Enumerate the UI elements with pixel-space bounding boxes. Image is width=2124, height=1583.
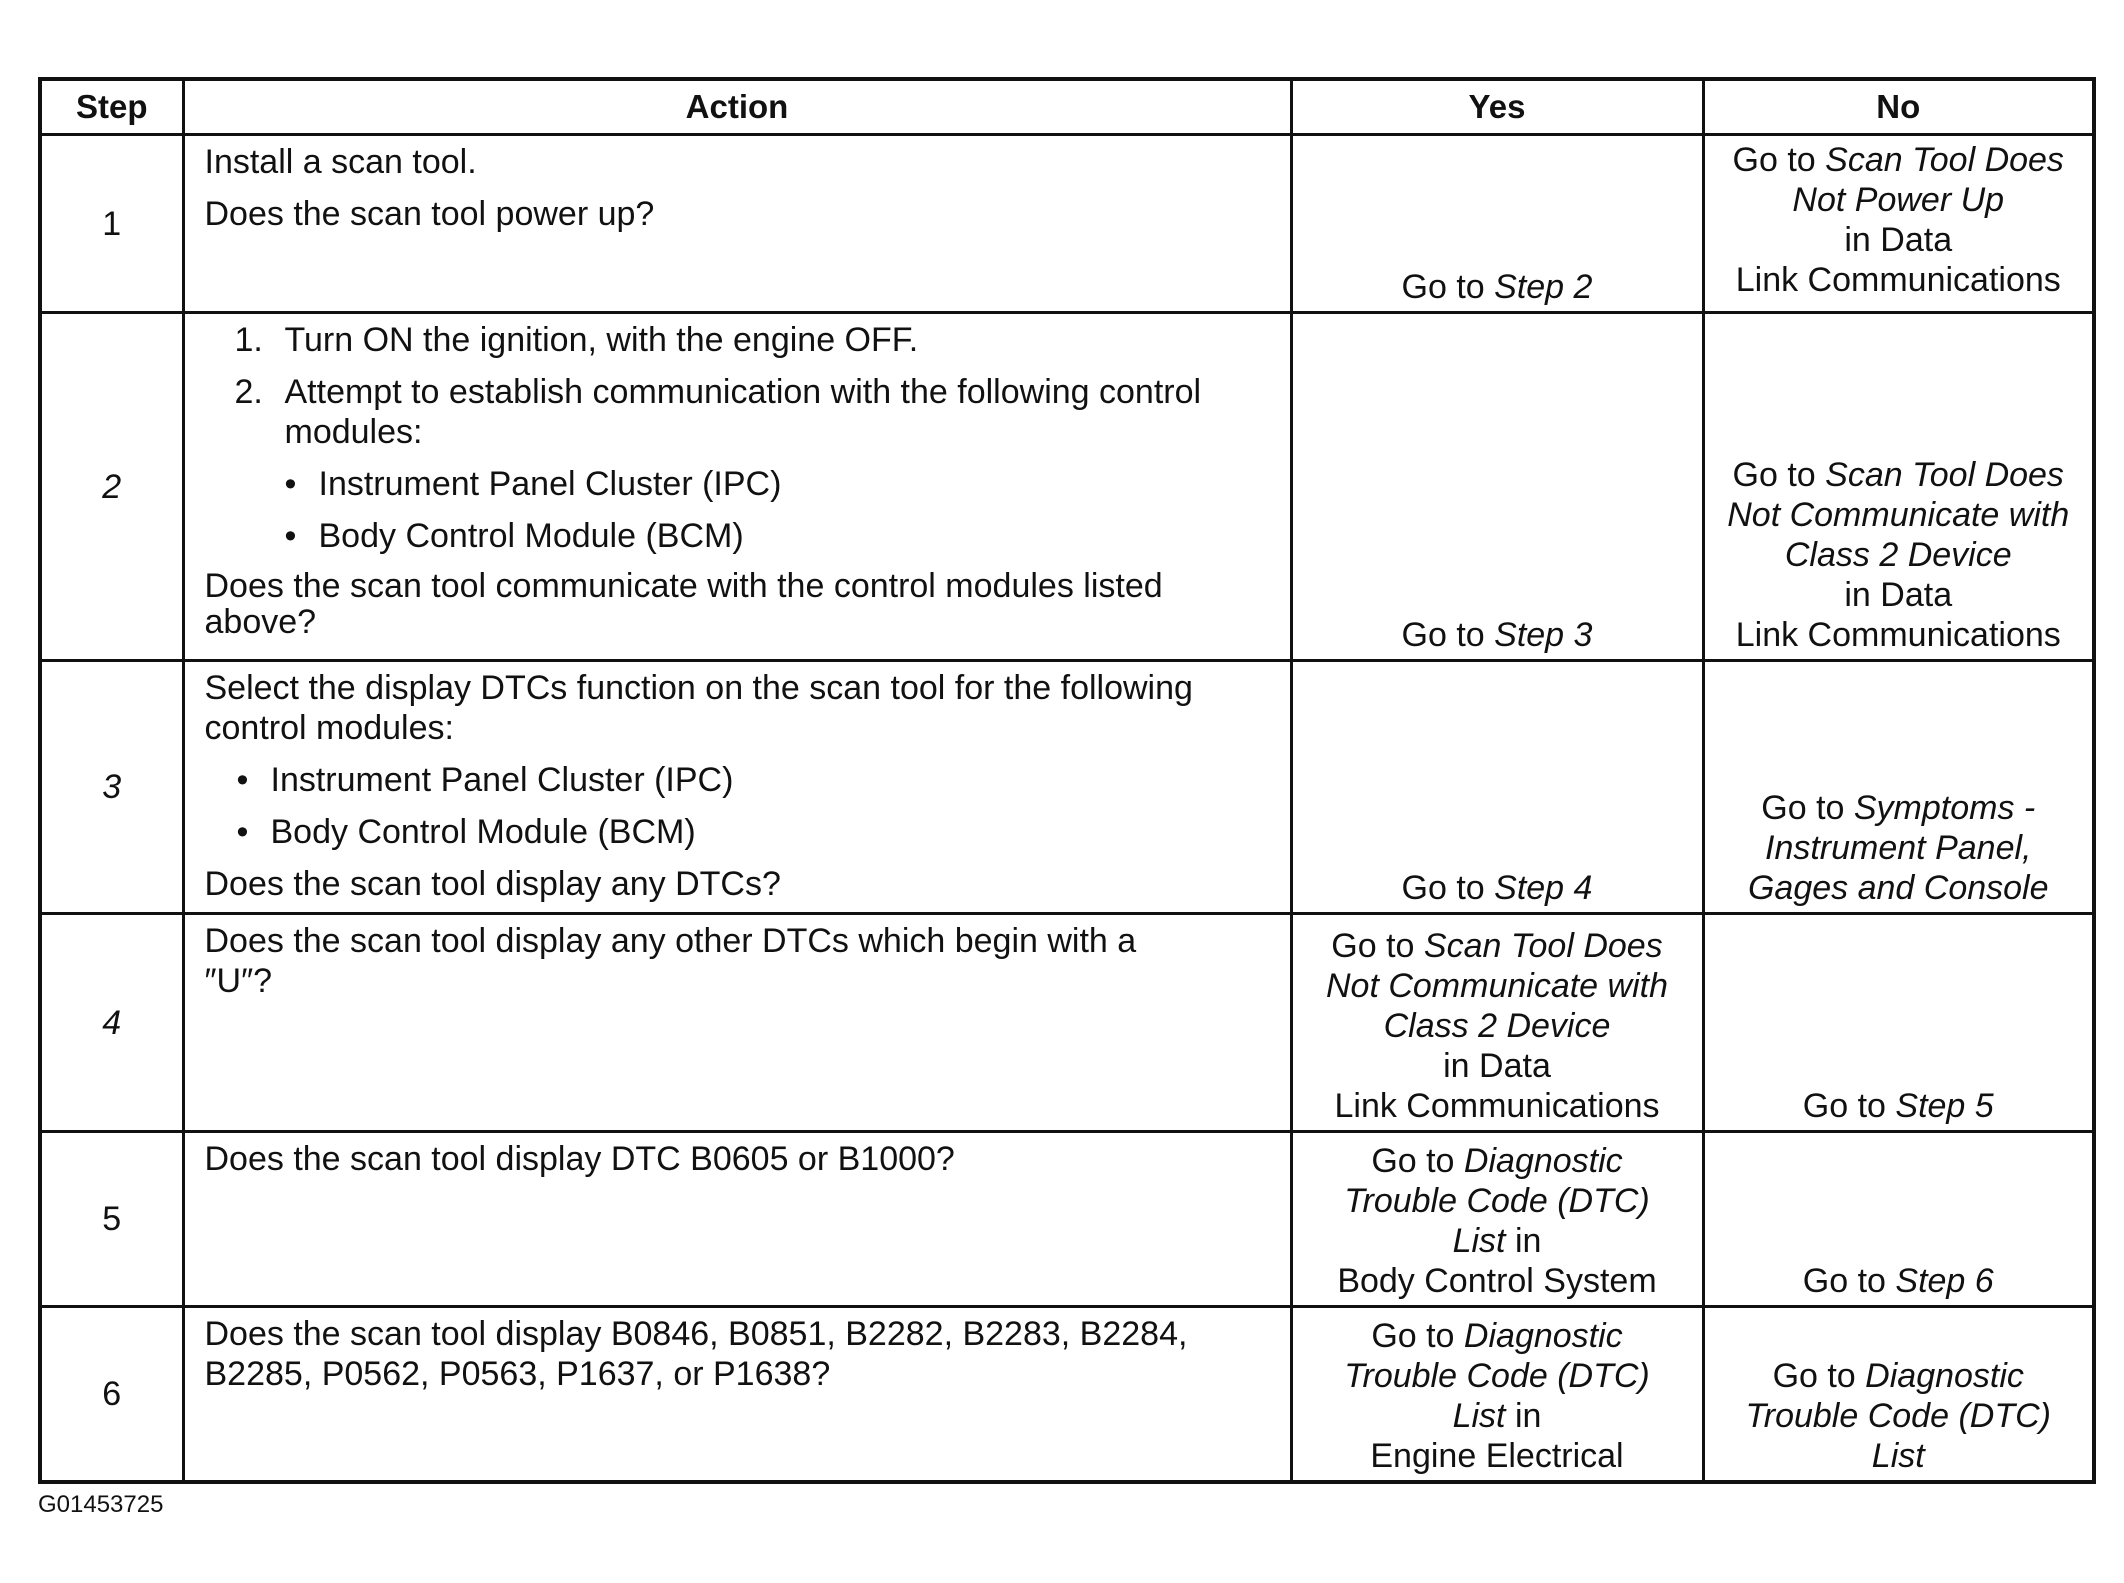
no-goto[interactable]: Go to Scan Tool Does [1732,141,2064,179]
step-number: 6 [40,1307,183,1482]
step-number: 5 [40,1132,183,1307]
numbered-item: 2. Attempt to establish communication with the following control modules: [234,373,1202,451]
yes-goto[interactable]: Go to Step 3 [1401,616,1593,654]
no-goto[interactable]: Go to Diagnostic [1772,1356,2024,1395]
yes-cell [1291,661,1703,914]
action-question: Does the scan tool display B0846, B0851, B2282, B2283, B2284, B2285, P0562, P0563, P1637, or P1638? [204,1315,1188,1393]
step-number: 2 [40,313,183,661]
bullet-item: • Body Control Module (BCM) [236,813,696,851]
yes-goto[interactable]: Go to Scan Tool Does [1331,927,1663,965]
no-cell: Go to Scan Tool Does Not Communicate with Class 2 Device in Data Link Communications [1703,313,2094,661]
action-question: Does the scan tool communicate with the control modules listed above? [204,567,1163,641]
yes-cell: Go to Diagnostic Trouble Code (DTC) List in Body Control System [1291,1132,1703,1307]
table-row [40,914,2094,1132]
action-cell [183,1307,1291,1482]
action-cell [183,135,1291,313]
figure-id: G01453725 [38,1491,164,1518]
header-action: Action [183,79,1291,135]
step-number: 4 [40,914,183,1132]
table-row [40,313,2094,661]
bullet-icon: • [284,517,297,555]
action-text: Install a scan tool. [204,143,477,181]
no-goto[interactable]: Go to Step 6 [1802,1262,1994,1300]
step-link[interactable]: Step 2 [1494,268,1593,306]
table-row [40,135,2094,313]
table-row [40,1307,2094,1482]
action-question: Does the scan tool power up? [204,195,655,233]
yes-cell [1291,313,1703,661]
header-no: No [1703,79,2094,135]
header-yes: Yes [1291,79,1703,135]
step-number: 1 [40,135,183,313]
action-cell [183,914,1291,1132]
yes-goto[interactable]: Go to Step 2 [1401,268,1593,306]
yes-cell: Go to Scan Tool Does Not Communicate with Class 2 Device in Data Link Communications [1291,914,1703,1132]
step-number: 3 [40,661,183,914]
no-cell: Go to Scan Tool Does Not Power Up in Data Link Communications [1703,135,2094,313]
yes-goto[interactable]: Go to Step 4 [1401,869,1593,907]
action-question: Does the scan tool display any DTCs? [204,865,781,903]
action-cell [183,313,1291,661]
no-goto[interactable]: Go to Step 5 [1802,1087,1994,1125]
action-question: Does the scan tool display any other DTCs which begin with a ″U″? [204,922,1137,1000]
yes-cell: Go to Diagnostic Trouble Code (DTC) List in Engine Electrical [1291,1307,1703,1482]
bullet-icon: • [236,761,249,799]
yes-goto[interactable]: Go to Diagnostic [1371,1316,1623,1355]
bullet-icon: • [284,465,297,503]
step-link[interactable]: Step 5 [1895,1087,1994,1125]
no-cell [1703,1132,2094,1307]
numbered-item: 1. Turn ON the ignition, with the engine OFF. [234,321,919,359]
step-link[interactable]: Step 4 [1494,869,1593,907]
action-cell [183,661,1291,914]
step-link[interactable]: Step 6 [1895,1262,1994,1300]
step-link[interactable]: Step 3 [1494,616,1593,654]
no-goto[interactable]: Go to Symptoms - [1761,789,2036,827]
diagnostic-table [38,77,2096,1484]
table-row [40,661,2094,914]
header-step: Step [40,79,183,135]
yes-cell [1291,135,1703,313]
action-question: Does the scan tool display DTC B0605 or B1000? [204,1140,955,1178]
no-goto[interactable]: Go to Scan Tool Does [1732,456,2064,494]
no-cell [1703,914,2094,1132]
bullet-item: • Instrument Panel Cluster (IPC) [284,465,782,503]
table-row [40,1132,2094,1307]
no-cell: Go to Diagnostic Trouble Code (DTC) List [1703,1307,2094,1482]
yes-goto[interactable]: Go to Diagnostic [1371,1142,1623,1180]
no-cell: Go to Symptoms - Instrument Panel, Gages and Console [1703,661,2094,914]
bullet-icon: • [236,813,249,851]
bullet-item: • Body Control Module (BCM) [284,517,744,555]
action-cell [183,1132,1291,1307]
bullet-item: • Instrument Panel Cluster (IPC) [236,761,734,799]
action-text: Select the display DTCs function on the scan tool for the following control modules: [204,669,1193,747]
header-row [40,79,2094,135]
